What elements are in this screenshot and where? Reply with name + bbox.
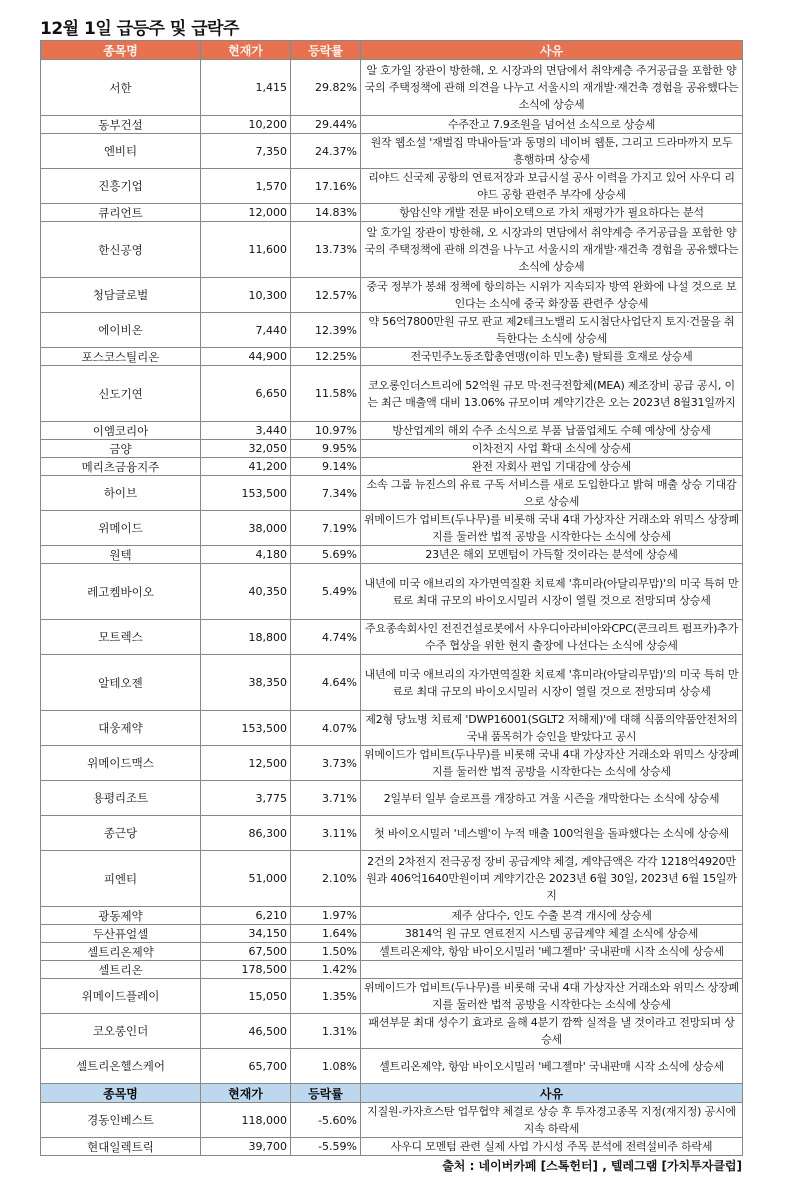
table-row (41, 943, 743, 961)
stock-reason: 위메이드가 업비트(두나무)를 비롯해 국내 4대 가상자산 거래소와 위믹스 상장폐지를 둘러싼 법적 공방을 시작한다는 소식에 상승세 (361, 979, 743, 1014)
stock-reason: 제주 삼다수, 인도 수출 본격 개시에 상승세 (361, 907, 743, 925)
stock-rate: 7.19% (291, 511, 361, 546)
stock-price: 6,650 (201, 366, 291, 422)
table-row (41, 60, 743, 116)
stock-price: 44,900 (201, 348, 291, 366)
table-row (41, 348, 743, 366)
stock-name: 동부건설 (41, 116, 201, 134)
stock-name: 하이브 (41, 476, 201, 511)
stock-price: 153,500 (201, 711, 291, 746)
header-name: 종목명 (41, 1084, 201, 1103)
stock-name: 코오롱인더 (41, 1014, 201, 1049)
table-row (41, 746, 743, 781)
stock-price: 51,000 (201, 851, 291, 907)
stock-price: 39,700 (201, 1138, 291, 1156)
table-row (41, 925, 743, 943)
stock-price: 1,570 (201, 169, 291, 204)
stock-rate: 3.73% (291, 746, 361, 781)
stock-rate: 13.73% (291, 222, 361, 278)
stock-rate: 1.50% (291, 943, 361, 961)
stock-reason: 내년에 미국 애브리의 자가면역질환 치료제 '휴미라(아달리무맙)'의 미국 특허 만료로 최대 규모의 바이오시밀러 시장이 열릴 것으로 전망되며 상승세 (361, 655, 743, 711)
stock-rate: 12.57% (291, 278, 361, 313)
stock-price: 46,500 (201, 1014, 291, 1049)
stock-reason: 첫 바이오시밀러 '네스벨'이 누적 매출 100억원을 돌파했다는 소식에 상승세 (361, 816, 743, 851)
stock-price: 10,300 (201, 278, 291, 313)
stock-price: 178,500 (201, 961, 291, 979)
stock-name: 신도기연 (41, 366, 201, 422)
stock-rate: 5.49% (291, 564, 361, 620)
stock-price: 153,500 (201, 476, 291, 511)
table-row (41, 169, 743, 204)
stock-price: 12,500 (201, 746, 291, 781)
stock-table (40, 40, 743, 1156)
table-row (41, 1103, 743, 1138)
stock-name: 모트렉스 (41, 620, 201, 655)
stock-price: 118,000 (201, 1103, 291, 1138)
stock-rate: 10.97% (291, 422, 361, 440)
stock-price: 86,300 (201, 816, 291, 851)
stock-rate: 24.37% (291, 134, 361, 169)
stock-name: 알테오젠 (41, 655, 201, 711)
table-row (41, 564, 743, 620)
stock-reason: 약 56억7800만원 규모 판교 제2테크노밸리 도시첨단사업단지 토지·건물을 취득한다는 소식에 상승세 (361, 313, 743, 348)
header-rate: 등락률 (291, 1084, 361, 1103)
stock-name: 큐리언트 (41, 204, 201, 222)
stock-price: 41,200 (201, 458, 291, 476)
stock-name: 대웅제약 (41, 711, 201, 746)
stock-reason: 소속 그룹 뉴진스의 유료 구독 서비스를 새로 도입한다고 밝혀 매출 상승 기대감으로 상승세 (361, 476, 743, 511)
stock-rate: 3.11% (291, 816, 361, 851)
table-row (41, 1014, 743, 1049)
stock-price: 4,180 (201, 546, 291, 564)
stock-name: 셀트리온제약 (41, 943, 201, 961)
stock-price: 3,775 (201, 781, 291, 816)
table-row (41, 907, 743, 925)
stock-reason: 리야드 신국제 공항의 연료저장과 보급시설 공사 이력을 가지고 있어 사우디 리야드 공항 관련주 부각에 상승세 (361, 169, 743, 204)
stock-rate: 4.74% (291, 620, 361, 655)
rising-stocks (41, 60, 743, 1084)
table-row (41, 511, 743, 546)
stock-price: 67,500 (201, 943, 291, 961)
stock-name: 현대일렉트릭 (41, 1138, 201, 1156)
table-header-row (41, 41, 743, 60)
page-title: 12월 1일 급등주 및 급락주 (40, 19, 239, 39)
header-price: 현재가 (201, 1084, 291, 1103)
table-row (41, 546, 743, 564)
stock-name: 광동제약 (41, 907, 201, 925)
table-row (41, 204, 743, 222)
stock-price: 38,350 (201, 655, 291, 711)
stock-price: 32,050 (201, 440, 291, 458)
source-note: 출처 : 네이버카페 [스톡헌터] , 텔레그램 [가치투자클럽] (442, 1159, 742, 1173)
header-rate: 등락률 (291, 41, 361, 60)
stock-rate: 1.31% (291, 1014, 361, 1049)
table-row (41, 711, 743, 746)
stock-price: 10,200 (201, 116, 291, 134)
stock-rate: 5.69% (291, 546, 361, 564)
stock-name: 용평리조트 (41, 781, 201, 816)
stock-name: 셀트리온헬스케어 (41, 1049, 201, 1084)
header-price: 현재가 (201, 41, 291, 60)
stock-reason: 중국 정부가 봉쇄 정책에 항의하는 시위가 지속되자 방역 완화에 나설 것으로 보인다는 소식에 중국 화장품 관련주 상승세 (361, 278, 743, 313)
stock-rate: 7.34% (291, 476, 361, 511)
stock-reason (361, 961, 743, 979)
stock-price: 12,000 (201, 204, 291, 222)
stock-reason: 알 호가일 장관이 방한해, 오 시장과의 면담에서 취약계층 주거공급을 포함한 양국의 주택정책에 관해 의견을 나누고 서울시의 재개발·재건축 경험을 공유했다는 소식에 상승세 (361, 222, 743, 278)
stock-rate: 2.10% (291, 851, 361, 907)
stock-name: 금양 (41, 440, 201, 458)
stock-reason: 23년은 해외 모멘텀이 가득할 것이라는 분석에 상승세 (361, 546, 743, 564)
table-row (41, 313, 743, 348)
stock-name: 위메이드 (41, 511, 201, 546)
stock-name: 경동인베스트 (41, 1103, 201, 1138)
stock-rate: 29.44% (291, 116, 361, 134)
stock-price: 18,800 (201, 620, 291, 655)
stock-reason: 알 호가일 장관이 방한해, 오 시장과의 면담에서 취약계층 주거공급을 포함한 양국의 주택정책에 관해 의견을 나누고 서울시의 재개발·재건축 경험을 공유했다는 소식에 상승세 (361, 60, 743, 116)
table-row (41, 422, 743, 440)
stock-rate: 12.39% (291, 313, 361, 348)
stock-name: 셀트리온 (41, 961, 201, 979)
header-name: 종목명 (41, 41, 201, 60)
stock-name: 위메이드플레이 (41, 979, 201, 1014)
table-row (41, 979, 743, 1014)
stock-name: 엔비티 (41, 134, 201, 169)
stock-name: 포스코스틸리온 (41, 348, 201, 366)
stock-rate: 29.82% (291, 60, 361, 116)
table-row (41, 851, 743, 907)
table-row (41, 134, 743, 169)
stock-reason: 원작 웹소설 '재벌집 막내아들'과 동명의 네이버 웹툰, 그리고 드라마까지 모두 흥행하며 상승세 (361, 134, 743, 169)
stock-rate: 11.58% (291, 366, 361, 422)
table-row (41, 781, 743, 816)
stock-name: 피엔티 (41, 851, 201, 907)
stock-price: 65,700 (201, 1049, 291, 1084)
table-row (41, 1138, 743, 1156)
stock-price: 1,415 (201, 60, 291, 116)
stock-rate: 1.08% (291, 1049, 361, 1084)
table-row (41, 366, 743, 422)
stock-reason: 셀트리온제약, 항암 바이오시밀러 '베그젤마' 국내판매 시작 소식에 상승세 (361, 943, 743, 961)
stock-price: 34,150 (201, 925, 291, 943)
stock-reason: 수주잔고 7.9조원을 넘어선 소식으로 상승세 (361, 116, 743, 134)
stock-name: 종근당 (41, 816, 201, 851)
table-row (41, 655, 743, 711)
falling-stocks (41, 1084, 743, 1156)
stock-rate: 9.95% (291, 440, 361, 458)
stock-name: 위메이드맥스 (41, 746, 201, 781)
falling-header-row (41, 1084, 743, 1103)
stock-price: 7,350 (201, 134, 291, 169)
stock-rate: 4.64% (291, 655, 361, 711)
stock-price: 11,600 (201, 222, 291, 278)
stock-reason: 3814억 원 규모 연료전지 시스템 공급계약 체결 소식에 상승세 (361, 925, 743, 943)
header-reason: 사유 (361, 41, 743, 60)
stock-reason: 전국민주노동조합총연맹(이하 민노총) 탈퇴를 호재로 상승세 (361, 348, 743, 366)
table-row (41, 1049, 743, 1084)
stock-rate: 1.42% (291, 961, 361, 979)
stock-reason: 패션부문 최대 성수기 효과로 올해 4분기 깜짝 실적을 낼 것이라고 전망되며 상승세 (361, 1014, 743, 1049)
stock-reason: 지질원-카자흐스탄 업무협약 체결로 상승 후 투자경고종목 지정(재지정) 공시에 지속 하락세 (361, 1103, 743, 1138)
stock-reason: 내년에 미국 애브리의 자가면역질환 치료제 '휴미라(아달리무맙)'의 미국 특허 만료로 최대 규모의 바이오시밀러 시장이 열릴 것으로 전망되며 상승세 (361, 564, 743, 620)
stock-rate: 14.83% (291, 204, 361, 222)
stock-name: 진흥기업 (41, 169, 201, 204)
table-row (41, 961, 743, 979)
stock-price: 38,000 (201, 511, 291, 546)
stock-name: 원텍 (41, 546, 201, 564)
table-row (41, 458, 743, 476)
table-row (41, 116, 743, 134)
table-row (41, 620, 743, 655)
stock-rate: 4.07% (291, 711, 361, 746)
stock-name: 메리츠금융지주 (41, 458, 201, 476)
stock-rate: -5.60% (291, 1103, 361, 1138)
stock-name: 서한 (41, 60, 201, 116)
stock-rate: 1.97% (291, 907, 361, 925)
stock-name: 한신공영 (41, 222, 201, 278)
stock-name: 이엠코리아 (41, 422, 201, 440)
table-row (41, 222, 743, 278)
stock-reason: 주요종속회사인 전진건설로봇에서 사우디아라비아와CPC(콘크리트 펌프카)추가 수주 협상을 위한 현지 출장에 나선다는 소식에 상승세 (361, 620, 743, 655)
stock-name: 에이비온 (41, 313, 201, 348)
stock-reason: 위메이드가 업비트(두나무)를 비롯해 국내 4대 가상자산 거래소와 위믹스 상장폐지를 둘러싼 법적 공방을 시작한다는 소식에 상승세 (361, 511, 743, 546)
stock-reason: 위메이드가 업비트(두나무)를 비롯해 국내 4대 가상자산 거래소와 위믹스 상장폐지를 둘러싼 법적 공방을 시작한다는 소식에 상승세 (361, 746, 743, 781)
stock-price: 15,050 (201, 979, 291, 1014)
stock-reason: 2건의 2차전지 전극공정 장비 공급계약 체결, 계약금액은 각각 1218억4920만원과 406억1640만원이며 계약기간은 2023년 6월 30일, 2023년 6월 15일까지 (361, 851, 743, 907)
stock-reason: 완전 자회사 편입 기대감에 상승세 (361, 458, 743, 476)
stock-rate: 17.16% (291, 169, 361, 204)
stock-reason: 코오롱인더스트리에 52억원 규모 막·전극전합체(MEA) 제조장비 공급 공시, 이는 최근 매출액 대비 13.06% 규모이며 계약기간은 오는 2023년 8월31일까지 (361, 366, 743, 422)
stock-name: 두산퓨얼셀 (41, 925, 201, 943)
table-row (41, 278, 743, 313)
stock-reason: 제2형 당뇨병 치료제 'DWP16001(SGLT2 저해제)'에 대해 식품의약품안전처의 국내 품목허가 승인을 받았다고 공시 (361, 711, 743, 746)
stock-price: 6,210 (201, 907, 291, 925)
stock-name: 청담글로벌 (41, 278, 201, 313)
stock-rate: 1.64% (291, 925, 361, 943)
stock-price: 40,350 (201, 564, 291, 620)
stock-name: 레고켐바이오 (41, 564, 201, 620)
stock-price: 3,440 (201, 422, 291, 440)
stock-rate: -5.59% (291, 1138, 361, 1156)
stock-reason: 이차전지 사업 확대 소식에 상승세 (361, 440, 743, 458)
table-row (41, 476, 743, 511)
stock-rate: 12.25% (291, 348, 361, 366)
stock-rate: 3.71% (291, 781, 361, 816)
stock-reason: 셀트리온제약, 항암 바이오시밀러 '베그젤마' 국내판매 시작 소식에 상승세 (361, 1049, 743, 1084)
table-row (41, 440, 743, 458)
stock-reason: 2일부터 일부 슬로프를 개장하고 겨울 시즌을 개막한다는 소식에 상승세 (361, 781, 743, 816)
header-reason: 사유 (361, 1084, 743, 1103)
stock-reason: 항암신약 개발 전문 바이오텍으로 가치 재평가가 필요하다는 분석 (361, 204, 743, 222)
stock-price: 7,440 (201, 313, 291, 348)
table-row (41, 816, 743, 851)
stock-rate: 9.14% (291, 458, 361, 476)
stock-reason: 방산업계의 해외 수주 소식으로 부품 납품업체도 수혜 예상에 상승세 (361, 422, 743, 440)
stock-rate: 1.35% (291, 979, 361, 1014)
stock-reason: 사우디 모멘텀 관련 실제 사업 가시성 주목 분석에 전력설비주 하락세 (361, 1138, 743, 1156)
